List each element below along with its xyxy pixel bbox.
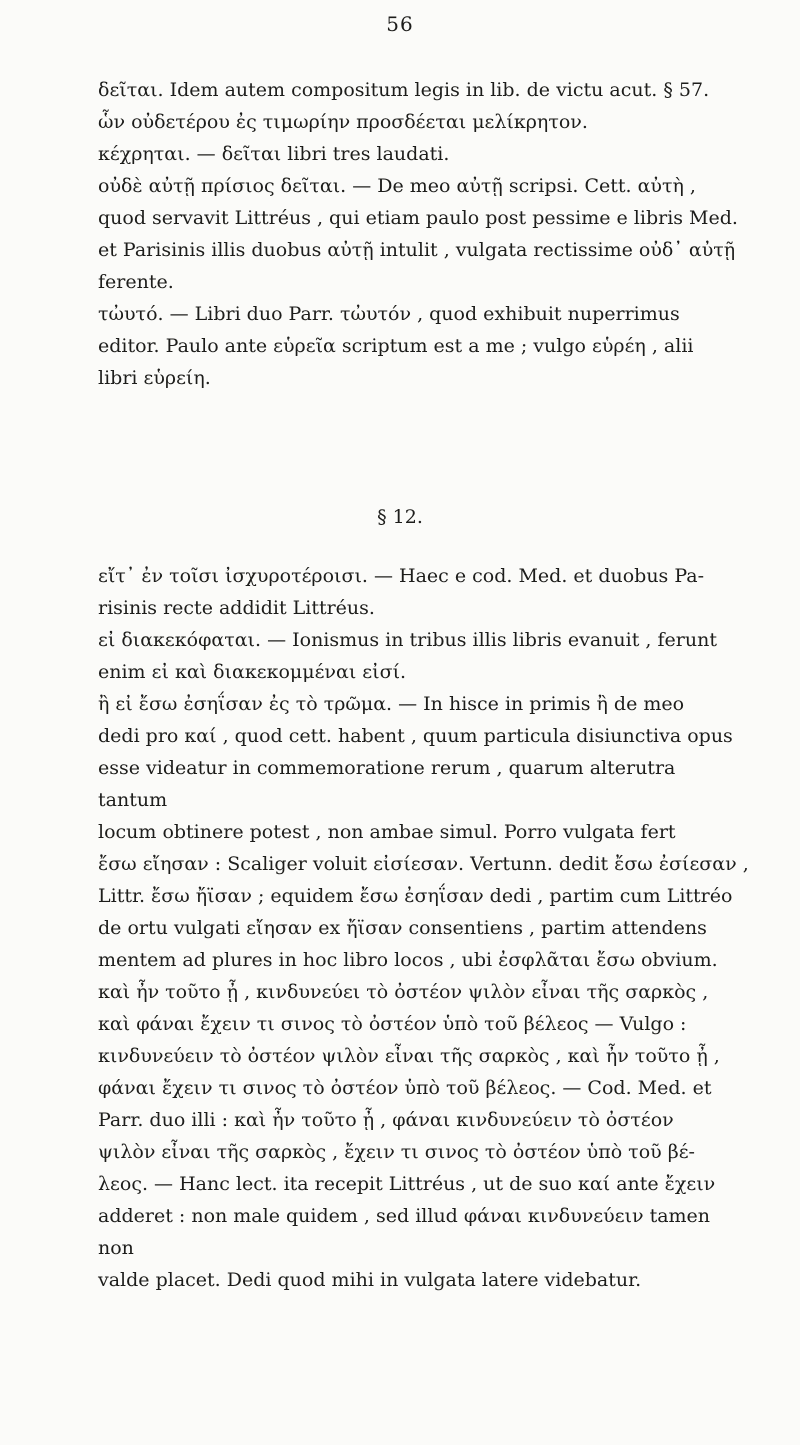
text-line: κινδυνεύειν τὸ ὀστέον ψιλὸν εἶναι τῆς σαρκὸς , καὶ ἦν τοῦτο ᾖ ,: [98, 1045, 720, 1067]
section-heading: § 12.: [377, 506, 423, 528]
text-line: quod servavit Littréus , qui etiam paulo post pessime e libris Med.: [98, 207, 738, 229]
text-line: libri εὑρείη.: [98, 367, 211, 389]
commentary-block-bottom: [98, 560, 750, 1296]
text-line: τὠυτό. — Libri duo Parr. τὠυτόν , quod exhibuit nuperrimus: [98, 303, 680, 325]
text-line: ὧν οὐδετέρου ἐς τιμωρίην προσδέεται μελίκρητον.: [98, 111, 588, 133]
text-line: ψιλὸν εἶναι τῆς σαρκὸς , ἔχειν τι σινος τὸ ὀστέον ὑπὸ τοῦ βέ-: [98, 1141, 695, 1163]
page-number: 56: [386, 12, 414, 36]
text-line: adderet : non male quidem , sed illud φάναι κινδυνεύειν tamen non: [98, 1205, 711, 1259]
text-line: et Parisinis illis duobus αὐτῇ intulit , vulgata rectissime οὐδ᾽ αὐτῇ: [98, 239, 736, 261]
text-line: οὐδὲ αὐτῇ πρίσιος δεῖται. — De meo αὐτῇ scripsi. Cett. αὐτὴ ,: [98, 175, 696, 197]
text-line: ἔσω εἴησαν : Scaliger voluit εἰσίεσαν. Vertunn. dedit ἔσω ἐσίεσαν ,: [98, 853, 749, 875]
text-line: mentem ad plures in hoc libro locos , ubi ἐσφλᾶται ἔσω obvium.: [98, 949, 718, 971]
text-line: εἴτ᾽ ἐν τοῖσι ἰσχυροτέροισι. — Haec e cod. Med. et duobus Pa-: [98, 565, 705, 587]
text-line: κέχρηται. — δεῖται libri tres laudati.: [98, 143, 450, 165]
text-line: de ortu vulgati εἴησαν ex ἤϊσαν consentiens , partim attendens: [98, 917, 707, 939]
text-line: enim εἰ καὶ διακεκομμέναι εἰσί.: [98, 661, 407, 683]
text-line: καὶ ἦν τοῦτο ᾖ , κινδυνεύει τὸ ὀστέον ψιλὸν εἶναι τῆς σαρκὸς ,: [98, 981, 709, 1003]
text-line: esse videatur in commemoratione rerum , quarum alterutra tantum: [98, 757, 676, 811]
text-line: Parr. duo illi : καὶ ἦν τοῦτο ᾖ , φάναι κινδυνεύειν τὸ ὀστέον: [98, 1109, 674, 1131]
text-line: εἰ διακεκόφαται. — Ionismus in tribus illis libris evanuit , ferunt: [98, 629, 717, 651]
text-line: καὶ φάναι ἔχειν τι σινος τὸ ὀστέον ὑπὸ τοῦ βέλεος — Vulgo :: [98, 1013, 687, 1035]
text-line: locum obtinere potest , non ambae simul. Porro vulgata fert: [98, 821, 676, 843]
text-line: Littr. ἔσω ἤϊσαν ; equidem ἔσω ἐσηΐσαν dedi , partim cum Littréo: [98, 885, 733, 907]
text-line: λεος. — Hanc lect. ita recepit Littréus , ut de suo καί ante ἔχειν: [98, 1173, 716, 1195]
text-line: φάναι ἔχειν τι σινος τὸ ὀστέον ὑπὸ τοῦ βέλεος. — Cod. Med. et: [98, 1077, 712, 1099]
text-line: editor. Paulo ante εὑρεῖα scriptum est a me ; vulgo εὑρέη , alii: [98, 335, 694, 357]
text-line: δεῖται. Idem autem compositum legis in lib. de victu acut. § 57.: [98, 79, 710, 101]
text-line: risinis recte addidit Littréus.: [98, 597, 375, 619]
text-line: dedi pro καί , quod cett. habent , quum particula disiunctiva opus: [98, 725, 733, 747]
text-line: ferente.: [98, 271, 174, 293]
text-line: valde placet. Dedi quod mihi in vulgata latere videbatur.: [98, 1269, 642, 1291]
text-line: ἢ εἰ ἔσω ἐσηΐσαν ἐς τὸ τρῶμα. — In hisce in primis ἢ de meo: [98, 693, 685, 715]
commentary-block-top: [98, 74, 750, 394]
